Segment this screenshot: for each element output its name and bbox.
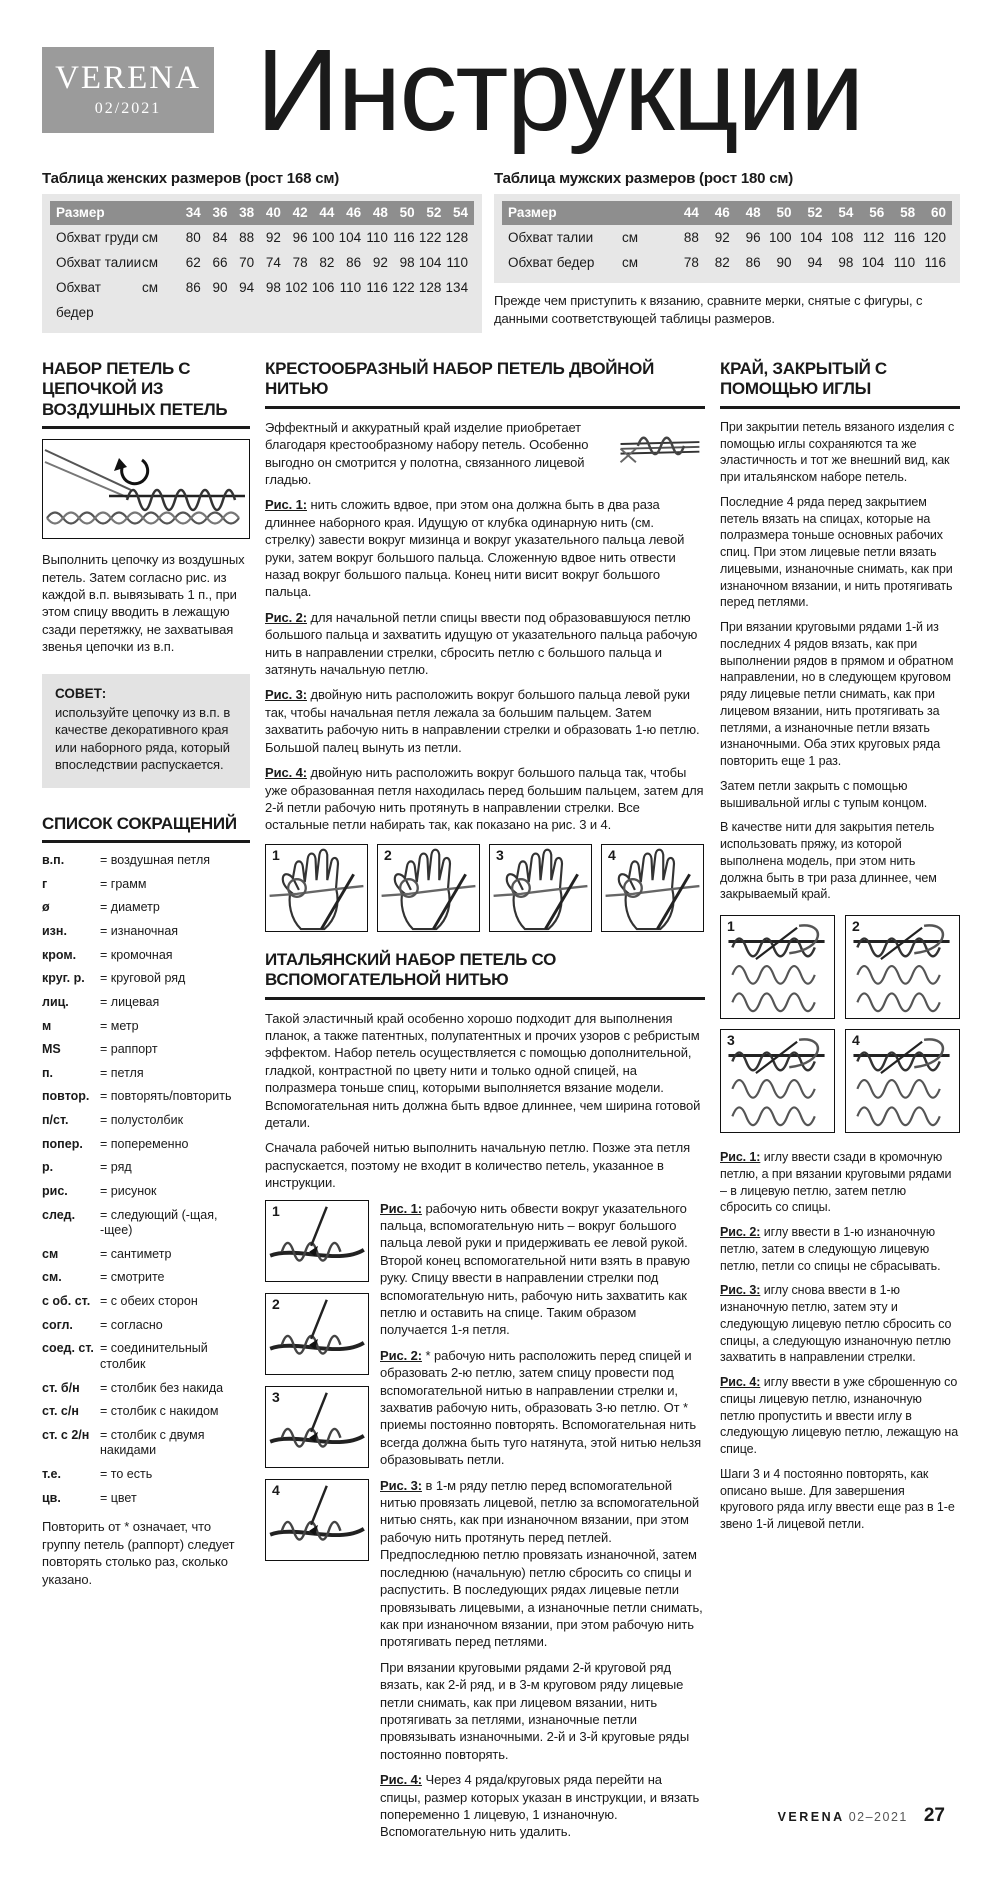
fig-label: Рис. 1:: [380, 1200, 422, 1216]
value-cell: 122: [392, 280, 415, 295]
size-header-cell: 50: [776, 205, 792, 220]
table-row: [50, 250, 474, 275]
table-row: [502, 225, 952, 250]
value-cell: 96: [292, 230, 308, 245]
figure-number: 1: [727, 918, 735, 935]
abbreviation-row: [42, 1160, 250, 1176]
fig-label: Рис. 1:: [265, 497, 307, 513]
knit-fabric-drawing: [721, 1030, 834, 1132]
italian-fig3-text: Рис. 3: в 1-м ряду петлю перед вспомогательной нитью провязать лицевой, петлю за вспомогательной нитью снять, как при изнаночном вязании, при этом рабочую нить протянуть перед петлей. Предпоследнюю петлю провязать изнаночной, затем последнюю (начальную) петлю сбросить со спицы и распустить. В последующих рядах лицевые петли провязывать лицевыми, а изнаночные петли снимать, как при изнаночном вязании, при этом рабочую нить протягивать перед петлями.: [380, 1477, 703, 1650]
value-cell: 108: [830, 230, 854, 245]
abbreviation-row: [42, 1113, 250, 1129]
value-cell: 110: [446, 255, 469, 270]
bindoff-fig2-text: Рис. 2: иглу ввести в 1-ю изнаночную петлю, затем в следующую лицевую петлю, петли со спицы не сбрасывать.: [720, 1225, 941, 1273]
value-cell: 82: [714, 255, 730, 270]
italian-circular-note: При вязании круговыми рядами 2-й круговой ряд вязать, как 2-й ряд, и в 3-м круговом ряду лицевые петли снимать, как при лицевом вязании, нить протягивать за петлями, изнаночные петли провязывать изнаночными. 2-й и 3-й круговые ряды постоянно повторять.: [380, 1659, 690, 1762]
value-cell: 104: [418, 255, 442, 270]
abbreviation-term: см.: [42, 1270, 62, 1285]
caston-strip-drawing: [266, 1480, 368, 1560]
abbreviation-term: см: [42, 1246, 59, 1261]
abbreviation-row: [42, 1294, 250, 1310]
abbreviation-row: [42, 1467, 250, 1483]
value-cell: 86: [185, 280, 201, 295]
masthead: [42, 24, 960, 155]
value-cell: 80: [185, 230, 201, 245]
content-columns: [42, 359, 960, 1849]
italian-figures-stack: [265, 1200, 369, 1849]
needle-bindoff-paragraphs: [720, 419, 960, 903]
figure-number: 1: [272, 1202, 280, 1219]
women-size-table: [42, 170, 482, 333]
size-header-cell: 54: [838, 205, 854, 220]
abbreviation-term: изн.: [42, 924, 67, 939]
hand-drawing: [378, 845, 479, 931]
caston-strip-drawing: [266, 1294, 368, 1374]
row-values: [174, 225, 468, 250]
abbreviation-row: [42, 1042, 250, 1058]
table-row: [50, 275, 474, 325]
needle-bindoff-paragraph: При закрытии петель вязаного изделия с помощью иглы сохраняются та же эластичность и тот же внешний вид, как при итальянском наборе петель.: [720, 419, 955, 485]
italian-intro1: Такой эластичный край особенно хорошо подходит для выполнения планок, а также патентных, полупатентных и прочих узоров с ребристым эффектом. Набор петель осуществляется с помощью дополнительной, гладкой, контрастной по цвету нити и только одной спицей, на полразмера тоньше спиц, которыми выполняется вязание модели. Вспомогательная нить должна быть вдвое длиннее, чем ширина готовой детали.: [265, 1010, 701, 1130]
row-label: Обхват талии: [508, 230, 594, 245]
row-values: [668, 225, 946, 250]
abbreviation-row: [42, 1381, 250, 1397]
abbreviation-definition: = сантиметр: [100, 1246, 172, 1261]
size-header-cell: 40: [265, 205, 281, 220]
row-label: Обхват бедер: [508, 255, 595, 270]
fig-label: Рис. 2:: [380, 1347, 422, 1363]
value-cell: 104: [861, 255, 885, 270]
value-cell: 90: [212, 280, 228, 295]
abbreviation-term: след.: [42, 1207, 76, 1222]
bindoff-fig1-text: Рис. 1: иглу ввести сзади в кромочную петлю, а при вязании круговыми рядами – в лицевую петлю, затем петлю сбросить со спицы.: [720, 1150, 952, 1215]
page-title: Инструкции: [256, 24, 863, 155]
abbreviation-definition: = диаметр: [100, 900, 160, 915]
men-table-title: Таблица мужских размеров (рост 180 см): [494, 170, 794, 187]
value-cell: 100: [311, 230, 335, 245]
size-header-cell: 54: [453, 205, 469, 220]
cross-caston-title: КРЕСТООБРАЗНЫЙ НАБОР ПЕТЕЛЬ ДВОЙНОЙ НИТЬЮ: [265, 359, 705, 409]
needle-bindoff-paragraph: Затем петли закрыть с помощью вышивальной иглы с тупым концом.: [720, 778, 928, 810]
abbreviation-row: [42, 1066, 250, 1082]
value-cell: 74: [265, 255, 281, 270]
cross-fig2-text: Рис. 2: для начальной петли спицы ввести под образовавшуюся петлю большого пальца и захватить идущую от указательного пальца рабочую нить в направлении стрелки, сбросить петлю с большого пальца и затянуть начальную петлю.: [265, 609, 698, 678]
abbreviation-term: м: [42, 1018, 52, 1033]
hand-drawing: [602, 845, 703, 931]
value-cell: 88: [683, 230, 699, 245]
bindoff-fig4-text: Рис. 4: иглу ввести в уже сброшенную со спицы лицевую петлю, изнаночную петлю пропустить и ввести иглу в следующую лицевую петлю, лежащую на спице.: [720, 1375, 959, 1457]
knit-fabric-drawing: [721, 916, 834, 1018]
value-cell: 122: [418, 230, 442, 245]
abbreviation-row: [42, 1137, 250, 1153]
value-cell: 116: [393, 230, 415, 245]
bindoff-figure: [845, 915, 960, 1019]
value-cell: 88: [239, 230, 255, 245]
size-header-cell: 36: [212, 205, 228, 220]
knit-fabric-drawing: [846, 1030, 959, 1132]
hand-figures-row: [265, 844, 705, 932]
left-column: [42, 359, 250, 1589]
abbreviation-definition: = следующий (-щая, -щее): [100, 1207, 218, 1238]
abbreviation-definition: = с обеих сторон: [100, 1294, 198, 1309]
abbreviation-row: [42, 1491, 250, 1507]
bindoff-figure: [845, 1029, 960, 1133]
needle-bindoff-paragraph: В качестве нити для закрытия петель использовать пряжу, из которой выполнена модель, при этом нить должна быть в три раза длиннее, чем закрываемый край.: [720, 820, 937, 902]
table-row: [502, 250, 952, 275]
abbreviation-term: ст. б/н: [42, 1380, 80, 1395]
size-tables: [42, 170, 960, 333]
size-header-cell: 46: [346, 205, 362, 220]
bindoff-closing-text: Шаги 3 и 4 постоянно повторять, как описано выше. Для завершения кругового ряда иглу ввести еще раз в 1-е звено 1-й лицевой петли.: [720, 1466, 955, 1532]
size-header-cell: 42: [292, 205, 308, 220]
value-cell: 110: [339, 280, 362, 295]
value-cell: 116: [366, 280, 388, 295]
abbreviation-definition: = раппорт: [100, 1042, 158, 1057]
row-unit: см: [622, 230, 639, 245]
abbreviation-term: повтор.: [42, 1089, 90, 1104]
value-cell: 92: [372, 255, 388, 270]
value-cell: 104: [799, 230, 823, 245]
value-cell: 116: [893, 230, 916, 245]
value-cell: 120: [923, 230, 947, 245]
value-cell: 102: [285, 280, 308, 295]
size-header-cell: 48: [745, 205, 761, 220]
footer-brand: VERENA: [777, 1809, 845, 1824]
abbreviation-term: лиц.: [42, 994, 69, 1009]
hand-drawing: [266, 845, 367, 931]
header-label: Размер: [56, 205, 105, 220]
verena-logo: [42, 47, 214, 133]
size-header-cell: 38: [239, 205, 255, 220]
fig-label: Рис. 4:: [265, 765, 307, 781]
value-cell: 94: [239, 280, 255, 295]
abbreviation-definition: = то есть: [100, 1467, 153, 1482]
men-table-panel: [494, 194, 960, 283]
abbreviation-definition: = ряд: [100, 1160, 132, 1175]
value-cell: 86: [346, 255, 362, 270]
italian-caston-title: ИТАЛЬЯНСКИЙ НАБОР ПЕТЕЛЬ СО ВСПОМОГАТЕЛЬНОЙ НИТЬЮ: [265, 950, 705, 1000]
italian-figures-block: [265, 1200, 705, 1849]
abbreviation-definition: = соединительный столбик: [100, 1341, 208, 1371]
abbreviation-row: [42, 924, 250, 940]
italian-fig4-text: Рис. 4: Через 4 ряда/круговых ряда перейти на спицы, размер которых указан в инструкции, и вязать попеременно 1 лицевую, 1 изнаночную. Вспомогательную нить удалить.: [380, 1772, 700, 1840]
chain-caston-title: НАБОР ПЕТЕЛЬ С ЦЕПОЧКОЙ ИЗ ВОЗДУШНЫХ ПЕТЕЛЬ: [42, 359, 250, 429]
header-sizes: [668, 201, 946, 225]
size-header-cell: 48: [372, 205, 388, 220]
value-cell: 104: [338, 230, 362, 245]
abbreviation-row: [42, 1208, 250, 1239]
figure-number: 3: [496, 846, 504, 863]
bindoff-figure: [720, 1029, 835, 1133]
logo-brand: VERENA: [55, 60, 201, 96]
abbreviation-definition: = столбик без накида: [100, 1380, 224, 1395]
row-unit: см: [142, 255, 159, 270]
value-cell: 110: [366, 230, 388, 245]
abbreviation-row: [42, 877, 250, 893]
value-cell: 128: [445, 230, 469, 245]
abbreviation-row: [42, 853, 250, 869]
fig-label: Рис. 4:: [720, 1375, 761, 1390]
women-table-header: [50, 201, 474, 225]
abbreviation-row: [42, 995, 250, 1011]
abbreviation-row: [42, 1341, 250, 1372]
abbreviation-definition: = столбик с накидом: [100, 1404, 219, 1419]
row-unit: см: [142, 280, 159, 295]
value-cell: 82: [319, 255, 335, 270]
hand-figure: [265, 844, 368, 932]
fig-label: Рис. 3:: [720, 1283, 761, 1298]
row-label: Обхват талии: [56, 255, 142, 270]
header-sizes: [174, 201, 468, 225]
abbreviation-term: рис.: [42, 1183, 68, 1198]
value-cell: 62: [185, 255, 201, 270]
table-row: [50, 225, 474, 250]
value-cell: 106: [311, 280, 335, 295]
abbreviation-definition: = повторять/повторить: [100, 1089, 232, 1104]
fig-label: Рис. 3:: [265, 687, 307, 703]
row-unit: см: [142, 230, 159, 245]
abbreviation-term: цв.: [42, 1490, 61, 1505]
abbreviation-row: [42, 1318, 250, 1334]
fig-label: Рис. 3:: [380, 1477, 422, 1493]
value-cell: 78: [292, 255, 308, 270]
needle-bindoff-title: КРАЙ, ЗАКРЫТЫЙ С ПОМОЩЬЮ ИГЛЫ: [720, 359, 960, 409]
value-cell: 94: [807, 255, 823, 270]
abbreviation-definition: = столбик с двумя накидами: [100, 1427, 205, 1458]
size-header-cell: 60: [930, 205, 947, 220]
italian-figure: [265, 1200, 369, 1282]
italian-figure: [265, 1386, 369, 1468]
size-header-cell: 34: [185, 205, 201, 220]
abbreviation-row: [42, 971, 250, 987]
knit-fabric-drawing: [846, 916, 959, 1018]
logo-issue: 02/2021: [94, 100, 162, 117]
chain-caston-body: Выполнить цепочку из воздушных петель. Затем согласно рис. из каждой в.п. вывязывать 1 п., при этом спицу вводить в лежащую сзади перетяжку, не захватывая звенья цепочки из в.п.: [42, 552, 245, 655]
tip-text: используйте цепочку из в.п. в качестве декоративного края или наборного ряда, который впоследствии распускается.: [55, 704, 231, 773]
figure-number: 2: [384, 846, 392, 863]
size-header-cell: 52: [426, 205, 442, 220]
abbreviation-definition: = метр: [100, 1018, 139, 1033]
value-cell: 84: [212, 230, 228, 245]
figure-number: 1: [272, 846, 280, 863]
caston-strip-drawing: [266, 1387, 368, 1467]
fig-label: Рис. 2:: [720, 1225, 761, 1240]
figure-number: 2: [272, 1295, 280, 1312]
abbreviation-term: т.е.: [42, 1467, 61, 1482]
value-cell: 116: [924, 255, 947, 270]
women-table-panel: [42, 194, 482, 333]
value-cell: 100: [769, 230, 792, 245]
tip-label: СОВЕТ:: [55, 685, 107, 701]
value-cell: 134: [445, 280, 469, 295]
value-cell: 86: [745, 255, 761, 270]
bindoff-figure: [720, 915, 835, 1019]
page-footer: [778, 1805, 945, 1827]
tip-box: [42, 674, 250, 788]
value-cell: 110: [893, 255, 916, 270]
size-header-cell: 44: [683, 205, 699, 220]
cross-fig4-text: Рис. 4: двойную нить расположить вокруг большого пальца так, чтобы уже образованная петля находилась перед большим пальцем, затем для 2-й петли рабочую нить протянуть в направлении стрелки. Все остальные петли набирать так, как показано на рис. 3 и 4.: [265, 765, 704, 833]
hand-figure: [489, 844, 592, 932]
abbreviation-term: г: [42, 876, 48, 891]
men-size-table: [494, 170, 960, 333]
figure-number: 3: [272, 1388, 280, 1405]
needle-bindoff-paragraph: При вязании круговыми рядами 1-й из последних 4 рядов вязать, как при выполнении рядов в прямом и обратном направлении, но в следующем круговом ряду лицевые петли снимать, как при лицевом вязании, нить протягивать за петлями, а изнаночные петли вязать изнаночными. Оба этих круговых ряда повторить еще 1 раз.: [720, 620, 954, 769]
abbreviation-term: с об. ст.: [42, 1294, 91, 1309]
abbreviation-definition: = попеременно: [100, 1136, 189, 1151]
abbreviation-term: MS: [42, 1042, 61, 1057]
abbreviation-row: [42, 948, 250, 964]
figure-number: 4: [272, 1481, 280, 1498]
bindoff-figures-grid: [720, 915, 960, 1133]
abbreviation-row: [42, 1019, 250, 1035]
italian-fig1-text: Рис. 1: рабочую нить обвести вокруг указательного пальца, вспомогательную нить – вокруг большого пальца левой руки и придерживать ее левой рукой. Второй конец вспомогательной нити взять в правую руку. Спицу ввести в направлении стрелки под вспомогательную нить, рабочую нить захватить как петлю и оставить на спице. Таким образом получается 1-я петля.: [380, 1200, 690, 1338]
row-values: [174, 275, 468, 325]
italian-intro2: Сначала рабочей нитью выполнить начальную петлю. Позже эта петля распускается, поэтому не входит в количество петель, указанное в инструкции.: [265, 1140, 691, 1191]
abbreviation-term: ст. с 2/н: [42, 1427, 90, 1442]
abbreviation-definition: = кромочная: [100, 947, 173, 962]
abbreviations-title: СПИСОК СОКРАЩЕНИЙ: [42, 814, 250, 843]
figure-number: 4: [608, 846, 616, 863]
fig-label: Рис. 1:: [720, 1150, 761, 1165]
size-header-cell: 52: [807, 205, 823, 220]
tables-note: Прежде чем приступить к вязанию, сравните мерки, снятые с фигуры, с данными соответствующей таблицы размеров.: [494, 293, 923, 326]
abbreviation-definition: = изнаночная: [100, 924, 179, 939]
value-cell: 112: [862, 230, 885, 245]
right-column: [720, 359, 960, 1541]
middle-column: [265, 359, 705, 1849]
value-cell: 70: [239, 255, 255, 270]
value-cell: 92: [265, 230, 281, 245]
abbreviation-definition: = лицевая: [100, 994, 160, 1009]
hand-drawing: [490, 845, 591, 931]
abbreviation-row: [42, 1270, 250, 1286]
figure-number: 4: [852, 1032, 860, 1049]
men-table-header: [502, 201, 952, 225]
abbreviation-definition: = полустолбик: [100, 1113, 184, 1128]
header-label: Размер: [508, 205, 557, 220]
abbreviation-term: попер.: [42, 1136, 83, 1151]
figure-number: 3: [727, 1032, 735, 1049]
footer-page-number: 27: [923, 1804, 945, 1826]
italian-figures-text: [380, 1200, 705, 1849]
italian-figure: [265, 1293, 369, 1375]
value-cell: 98: [265, 280, 281, 295]
chain-caston-drawing: [43, 440, 249, 540]
abbreviation-term: п/ст.: [42, 1113, 69, 1128]
cross-fig1-text: Рис. 1: нить сложить вдвое, при этом она должна быть в два раза длиннее наборного края. Идущую от клубка одинарную нить (см. стрелку) завести вокруг мизинца и вокруг указательного пальца левой руки, затем вокруг большого пальца. Сложенную вдвое нить отвести назад вокруг большого пальца. Конец нити висит вокруг большого пальца.: [265, 497, 685, 600]
value-cell: 96: [745, 230, 761, 245]
abbreviation-term: п.: [42, 1065, 54, 1080]
chain-caston-illustration: [42, 439, 250, 539]
abbreviation-definition: = воздушная петля: [100, 853, 211, 868]
abbreviation-definition: = смотрите: [100, 1270, 165, 1285]
abbreviation-definition: = петля: [100, 1065, 144, 1080]
italian-fig2-text: Рис. 2: * рабочую нить расположить перед спицей и образовать 2-ю петлю, затем спицу провести под вспомогательной нитью в направлении стрелки и, захватив рабочую нить, образовать 3-ю петлю. От * приемы постоянно повторять. Вспомогательная нить всегда должна быть туго натянута, этой нитью нельзя образовывать петли.: [380, 1347, 702, 1468]
value-cell: 128: [418, 280, 442, 295]
caston-strip-drawing: [266, 1201, 368, 1281]
women-table-title: Таблица женских размеров (рост 168 см): [42, 170, 340, 187]
value-cell: 66: [212, 255, 228, 270]
italian-figure: [265, 1479, 369, 1561]
hand-figure: [377, 844, 480, 932]
size-header-cell: 56: [869, 205, 885, 220]
value-cell: 90: [776, 255, 792, 270]
row-values: [174, 250, 468, 275]
footer-issue: 02–2021: [848, 1809, 908, 1824]
row-unit: см: [622, 255, 639, 270]
abbreviation-definition: = согласно: [100, 1317, 163, 1332]
abbreviation-row: [42, 1184, 250, 1200]
value-cell: 78: [683, 255, 699, 270]
abbreviation-definition: = рисунок: [100, 1183, 157, 1198]
abbreviation-definition: = круговой ряд: [100, 971, 186, 986]
abbreviation-term: кром.: [42, 947, 77, 962]
size-header-cell: 58: [900, 205, 916, 220]
abbreviation-row: [42, 1089, 250, 1105]
abbreviation-definition: = цвет: [100, 1490, 137, 1505]
figure-number: 2: [852, 918, 860, 935]
bindoff-fig3-text: Рис. 3: иглу снова ввести в 1-ю изнаночную петлю, затем эту и следующую лицевую петлю сбросить со спицы, а следующую изнаночную петлю захватить в направлении стрелки.: [720, 1283, 952, 1365]
abbreviation-row: [42, 1404, 250, 1420]
abbreviation-row: [42, 1428, 250, 1459]
abbreviation-term: р.: [42, 1160, 54, 1175]
value-cell: 98: [838, 255, 854, 270]
row-values: [668, 250, 946, 275]
hand-figure: [601, 844, 704, 932]
abbreviations-list: [42, 853, 250, 1506]
value-cell: 98: [399, 255, 415, 270]
row-label: Обхват груди: [56, 230, 139, 245]
cross-edge-illustration: [613, 419, 705, 469]
abbreviation-term: соед. ст.: [42, 1341, 94, 1356]
row-label: Обхват бедер: [56, 280, 101, 320]
cross-fig3-text: Рис. 3: двойную нить расположить вокруг большого пальца левой руки так, чтобы начальная петля лежала за большим пальцем. Затем захватить рабочую нить в направлении стрелки и образовать 1-ю петлю. Большой палец вынуть из петли.: [265, 687, 700, 755]
fig-label: Рис. 4:: [380, 1772, 422, 1788]
size-header-cell: 44: [319, 205, 335, 220]
size-header-cell: 46: [714, 205, 730, 220]
abbreviation-term: в.п.: [42, 853, 65, 868]
cross-caston-intro: Эффектный и аккуратный край изделие приобретает благодаря крестообразному набору петель. Особенно выгодно он смотрится у полотна, связанного лицевой гладью.: [265, 419, 705, 489]
abbreviation-row: [42, 1247, 250, 1263]
fig-label: Рис. 2:: [265, 609, 307, 625]
abbreviation-term: ст. с/н: [42, 1404, 79, 1419]
abbreviation-row: [42, 900, 250, 916]
needle-bindoff-paragraph: Последние 4 ряда перед закрытием петель вязать на спицах, которые на полразмера тоньше основных рабочих спиц. При этом лицевые петли вязать лицевыми, изнаночные снимать, как при изнаночном вязании, и нить протягивать перед петлями.: [720, 494, 953, 610]
abbreviations-note: Повторить от * означает, что группу петель (раппорт) следует повторять столько раз, сколько указано.: [42, 1519, 235, 1587]
size-header-cell: 50: [399, 205, 415, 220]
abbreviation-term: ø: [42, 900, 50, 915]
value-cell: 92: [714, 230, 730, 245]
abbreviation-definition: = грамм: [100, 876, 147, 891]
abbreviation-term: согл.: [42, 1317, 73, 1332]
abbreviation-term: круг. р.: [42, 971, 85, 986]
